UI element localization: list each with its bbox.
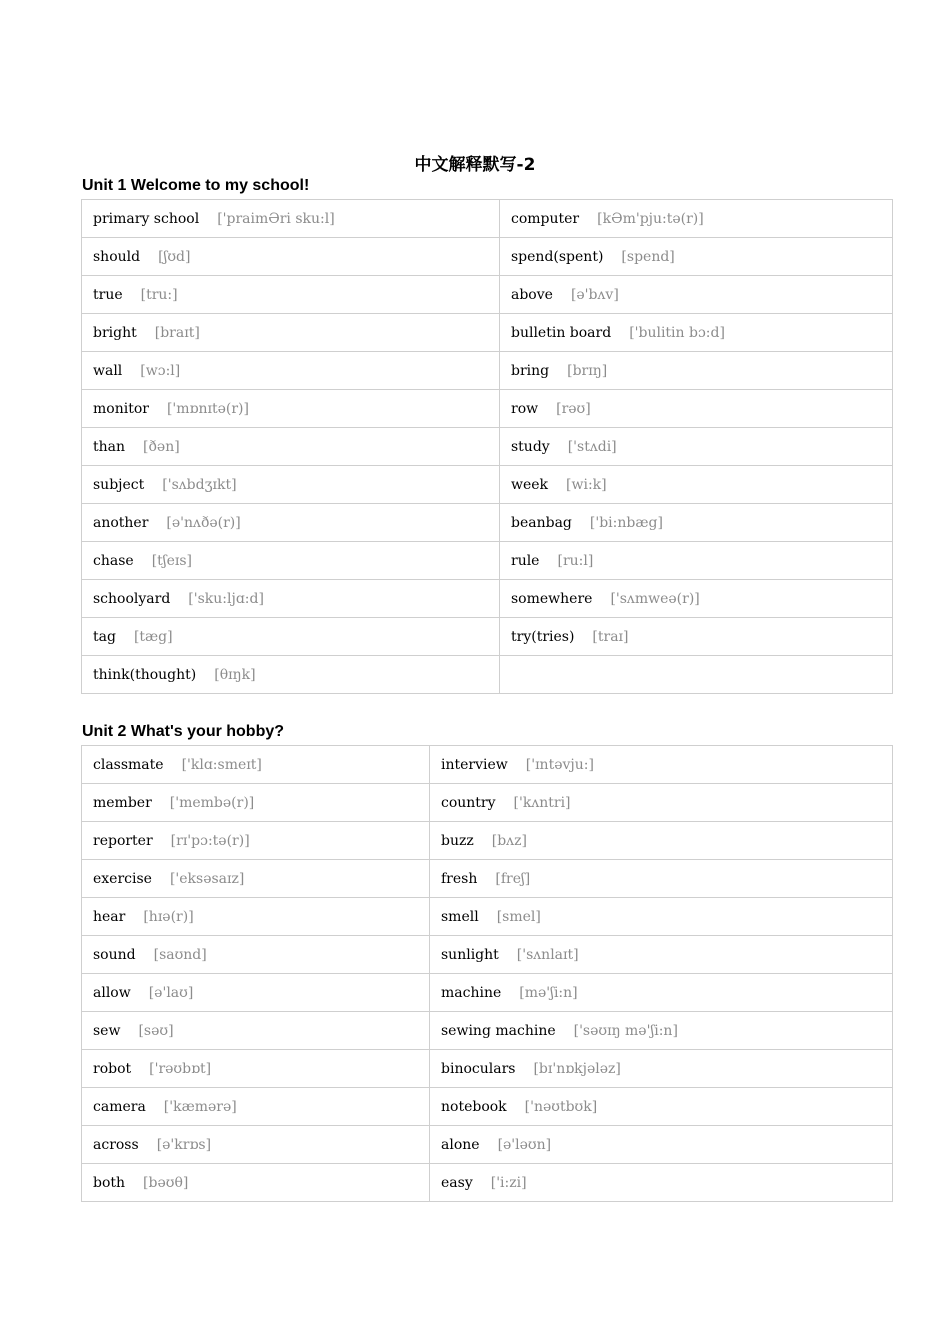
phonetic-transcription: [smel]: [496, 908, 541, 925]
vocabulary-cell: [430, 936, 893, 974]
phonetic-transcription: [rɪ'pɔ:tə(r)]: [170, 832, 250, 849]
vocabulary-word: than: [93, 438, 126, 455]
vocabulary-cell: [82, 466, 500, 504]
vocabulary-cell: [82, 200, 500, 238]
phonetic-transcription: [hɪə(r)]: [143, 908, 194, 925]
phonetic-transcription: [wi:k]: [566, 476, 607, 493]
phonetic-transcription: [wɔ:l]: [140, 362, 181, 379]
vocabulary-row: [82, 276, 893, 314]
vocabulary-word: primary school: [93, 210, 200, 227]
phonetic-transcription: [bʌz]: [491, 832, 527, 849]
phonetic-transcription: [tʃeɪs]: [151, 552, 192, 569]
vocabulary-row: [82, 200, 893, 238]
phonetic-transcription: ['sʌbdʒɪkt]: [162, 476, 237, 493]
phonetic-transcription: ['membə(r)]: [169, 794, 255, 811]
vocabulary-cell: [500, 428, 893, 466]
phonetic-transcription: [θɪŋk]: [214, 666, 256, 683]
phonetic-transcription: [ru:l]: [557, 552, 594, 569]
phonetic-transcription: [ə'krɒs]: [156, 1136, 212, 1153]
vocabulary-cell: [430, 974, 893, 1012]
vocabulary-word: across: [93, 1136, 139, 1153]
vocabulary-word: member: [93, 794, 152, 811]
vocabulary-row: [82, 1088, 893, 1126]
phonetic-transcription: [traɪ]: [592, 628, 629, 645]
phonetic-transcription: [ʃʊd]: [158, 248, 191, 265]
phonetic-transcription: ['i:zi]: [490, 1174, 527, 1191]
phonetic-transcription: [saʊnd]: [153, 946, 207, 963]
vocabulary-cell: [430, 1126, 893, 1164]
phonetic-transcription: ['praimƏri sku:l]: [217, 210, 335, 227]
vocabulary-cell: [82, 746, 430, 784]
vocabulary-cell: [82, 618, 500, 656]
vocabulary-word: spend(spent): [511, 248, 604, 265]
vocabulary-row: [82, 314, 893, 352]
vocabulary-word: robot: [93, 1060, 132, 1077]
empty-cell: [500, 656, 893, 694]
vocabulary-word: sound: [93, 946, 136, 963]
vocabulary-cell: [430, 746, 893, 784]
vocabulary-cell: [500, 618, 893, 656]
phonetic-transcription: [tru:]: [140, 286, 178, 303]
unit-2-heading: Unit 2 What's your hobby?: [82, 723, 285, 740]
vocabulary-cell: [82, 238, 500, 276]
phonetic-transcription: [ə'bʌv]: [570, 286, 619, 303]
phonetic-transcription: [ðən]: [143, 438, 180, 455]
vocabulary-word: try(tries): [511, 628, 575, 645]
vocabulary-cell: [82, 974, 430, 1012]
vocabulary-word: allow: [93, 984, 131, 1001]
unit-1-heading: Unit 1 Welcome to my school!: [82, 177, 310, 194]
vocabulary-row: [82, 974, 893, 1012]
vocabulary-word: alone: [441, 1136, 480, 1153]
phonetic-transcription: [braɪt]: [154, 324, 200, 341]
phonetic-transcription: ['səʊɪŋ mə'ʃi:n]: [573, 1022, 678, 1039]
vocabulary-cell: [430, 898, 893, 936]
unit-1-vocabulary-table: [81, 199, 893, 694]
vocabulary-cell: [82, 314, 500, 352]
vocabulary-cell: [500, 276, 893, 314]
vocabulary-word: above: [511, 286, 553, 303]
vocabulary-cell: [82, 1164, 430, 1202]
vocabulary-cell: [82, 860, 430, 898]
phonetic-transcription: [səʊ]: [138, 1022, 174, 1039]
vocabulary-cell: [500, 466, 893, 504]
vocabulary-cell: [82, 936, 430, 974]
vocabulary-cell: [82, 390, 500, 428]
vocabulary-word: both: [93, 1174, 126, 1191]
phonetic-transcription: [spend]: [621, 248, 675, 265]
phonetic-transcription: ['stʌdi]: [567, 438, 617, 455]
phonetic-transcription: [kƏm'pju:tə(r)]: [597, 210, 704, 227]
vocabulary-row: [82, 504, 893, 542]
vocabulary-row: [82, 618, 893, 656]
vocabulary-cell: [82, 580, 500, 618]
vocabulary-word: subject: [93, 476, 145, 493]
vocabulary-cell: [82, 656, 500, 694]
vocabulary-cell: [430, 784, 893, 822]
phonetic-transcription: ['klɑ:smeɪt]: [181, 756, 262, 773]
vocabulary-word: row: [511, 400, 539, 417]
vocabulary-cell: [82, 1126, 430, 1164]
vocabulary-word: easy: [441, 1174, 473, 1191]
vocabulary-word: binoculars: [441, 1060, 516, 1077]
vocabulary-cell: [82, 276, 500, 314]
vocabulary-word: bring: [511, 362, 550, 379]
vocabulary-word: notebook: [441, 1098, 507, 1115]
vocabulary-row: [82, 656, 893, 694]
vocabulary-row: [82, 1126, 893, 1164]
vocabulary-word: another: [93, 514, 149, 531]
vocabulary-row: [82, 466, 893, 504]
vocabulary-row: [82, 822, 893, 860]
vocabulary-row: [82, 860, 893, 898]
vocabulary-row: [82, 428, 893, 466]
vocabulary-row: [82, 580, 893, 618]
vocabulary-cell: [430, 1050, 893, 1088]
vocabulary-cell: [500, 200, 893, 238]
unit-2-vocabulary-table: [81, 745, 893, 1202]
vocabulary-cell: [430, 1164, 893, 1202]
vocabulary-word: camera: [93, 1098, 146, 1115]
vocabulary-row: [82, 542, 893, 580]
phonetic-transcription: [ə'ləʊn]: [497, 1136, 552, 1153]
phonetic-transcription: ['bi:nbæg]: [589, 514, 663, 531]
phonetic-transcription: ['sʌmweə(r)]: [610, 590, 700, 607]
vocabulary-word: somewhere: [511, 590, 593, 607]
vocabulary-cell: [82, 504, 500, 542]
vocabulary-word: sewing machine: [441, 1022, 556, 1039]
vocabulary-cell: [500, 390, 893, 428]
vocabulary-word: country: [441, 794, 496, 811]
vocabulary-cell: [500, 580, 893, 618]
vocabulary-cell: [82, 542, 500, 580]
vocabulary-row: [82, 1050, 893, 1088]
vocabulary-word: smell: [441, 908, 479, 925]
vocabulary-word: bright: [93, 324, 137, 341]
vocabulary-cell: [500, 542, 893, 580]
vocabulary-cell: [82, 784, 430, 822]
vocabulary-word: classmate: [93, 756, 164, 773]
phonetic-transcription: ['kʌntri]: [513, 794, 571, 811]
phonetic-transcription: ['ɪntəvju:]: [525, 756, 594, 773]
vocabulary-cell: [430, 822, 893, 860]
vocabulary-word: wall: [93, 362, 123, 379]
vocabulary-cell: [82, 1088, 430, 1126]
phonetic-transcription: [brɪŋ]: [567, 362, 608, 379]
vocabulary-word: rule: [511, 552, 540, 569]
vocabulary-row: [82, 1012, 893, 1050]
phonetic-transcription: [ə'laʊ]: [148, 984, 194, 1001]
phonetic-transcription: ['kæmərə]: [163, 1098, 237, 1115]
vocabulary-word: week: [511, 476, 549, 493]
vocabulary-row: [82, 898, 893, 936]
vocabulary-cell: [430, 1012, 893, 1050]
vocabulary-word: monitor: [93, 400, 149, 417]
vocabulary-cell: [430, 1088, 893, 1126]
vocabulary-row: [82, 1164, 893, 1202]
phonetic-transcription: ['eksəsaɪz]: [169, 870, 245, 887]
phonetic-transcription: ['sʌnlaɪt]: [516, 946, 579, 963]
vocabulary-word: interview: [441, 756, 508, 773]
vocabulary-word: think(thought): [93, 666, 197, 683]
vocabulary-cell: [82, 1050, 430, 1088]
phonetic-transcription: ['nəʊtbʊk]: [524, 1098, 598, 1115]
phonetic-transcription: ['mɒnɪtə(r)]: [166, 400, 249, 417]
vocabulary-word: beanbag: [511, 514, 572, 531]
vocabulary-word: sunlight: [441, 946, 499, 963]
phonetic-transcription: [bəʊθ]: [143, 1174, 189, 1191]
vocabulary-word: reporter: [93, 832, 153, 849]
vocabulary-word: study: [511, 438, 550, 455]
vocabulary-word: should: [93, 248, 141, 265]
document-title: 中文解释默写-2: [414, 155, 536, 175]
vocabulary-cell: [500, 504, 893, 542]
phonetic-transcription: [tæg]: [133, 628, 173, 645]
vocabulary-word: exercise: [93, 870, 152, 887]
phonetic-transcription: ['sku:ljɑ:d]: [188, 590, 264, 607]
vocabulary-cell: [500, 314, 893, 352]
phonetic-transcription: [rəʊ]: [556, 400, 591, 417]
vocabulary-word: chase: [93, 552, 134, 569]
phonetic-transcription: [mə'ʃi:n]: [519, 984, 578, 1001]
vocabulary-word: true: [93, 286, 123, 303]
vocabulary-cell: [82, 352, 500, 390]
vocabulary-row: [82, 784, 893, 822]
vocabulary-cell: [82, 822, 430, 860]
vocabulary-word: bulletin board: [511, 324, 612, 341]
phonetic-transcription: ['rəʊbɒt]: [149, 1060, 212, 1077]
vocabulary-word: hear: [93, 908, 126, 925]
vocabulary-row: [82, 390, 893, 428]
vocabulary-row: [82, 238, 893, 276]
phonetic-transcription: [bɪ'nɒkjələz]: [533, 1060, 621, 1077]
vocabulary-row: [82, 746, 893, 784]
vocabulary-word: sew: [93, 1022, 121, 1039]
vocabulary-cell: [82, 1012, 430, 1050]
vocabulary-word: schoolyard: [93, 590, 171, 607]
vocabulary-cell: [82, 428, 500, 466]
vocabulary-row: [82, 936, 893, 974]
vocabulary-cell: [500, 238, 893, 276]
vocabulary-word: fresh: [441, 870, 478, 887]
vocabulary-cell: [500, 352, 893, 390]
phonetic-transcription: [ə'nʌðə(r)]: [166, 514, 241, 531]
vocabulary-word: machine: [441, 984, 502, 1001]
vocabulary-word: buzz: [441, 832, 474, 849]
vocabulary-word: computer: [511, 210, 580, 227]
phonetic-transcription: ['bulitin bɔ:d]: [629, 324, 725, 341]
vocabulary-word: tag: [93, 628, 116, 645]
phonetic-transcription: [freʃ]: [495, 870, 531, 887]
vocabulary-cell: [430, 860, 893, 898]
vocabulary-row: [82, 352, 893, 390]
vocabulary-cell: [82, 898, 430, 936]
